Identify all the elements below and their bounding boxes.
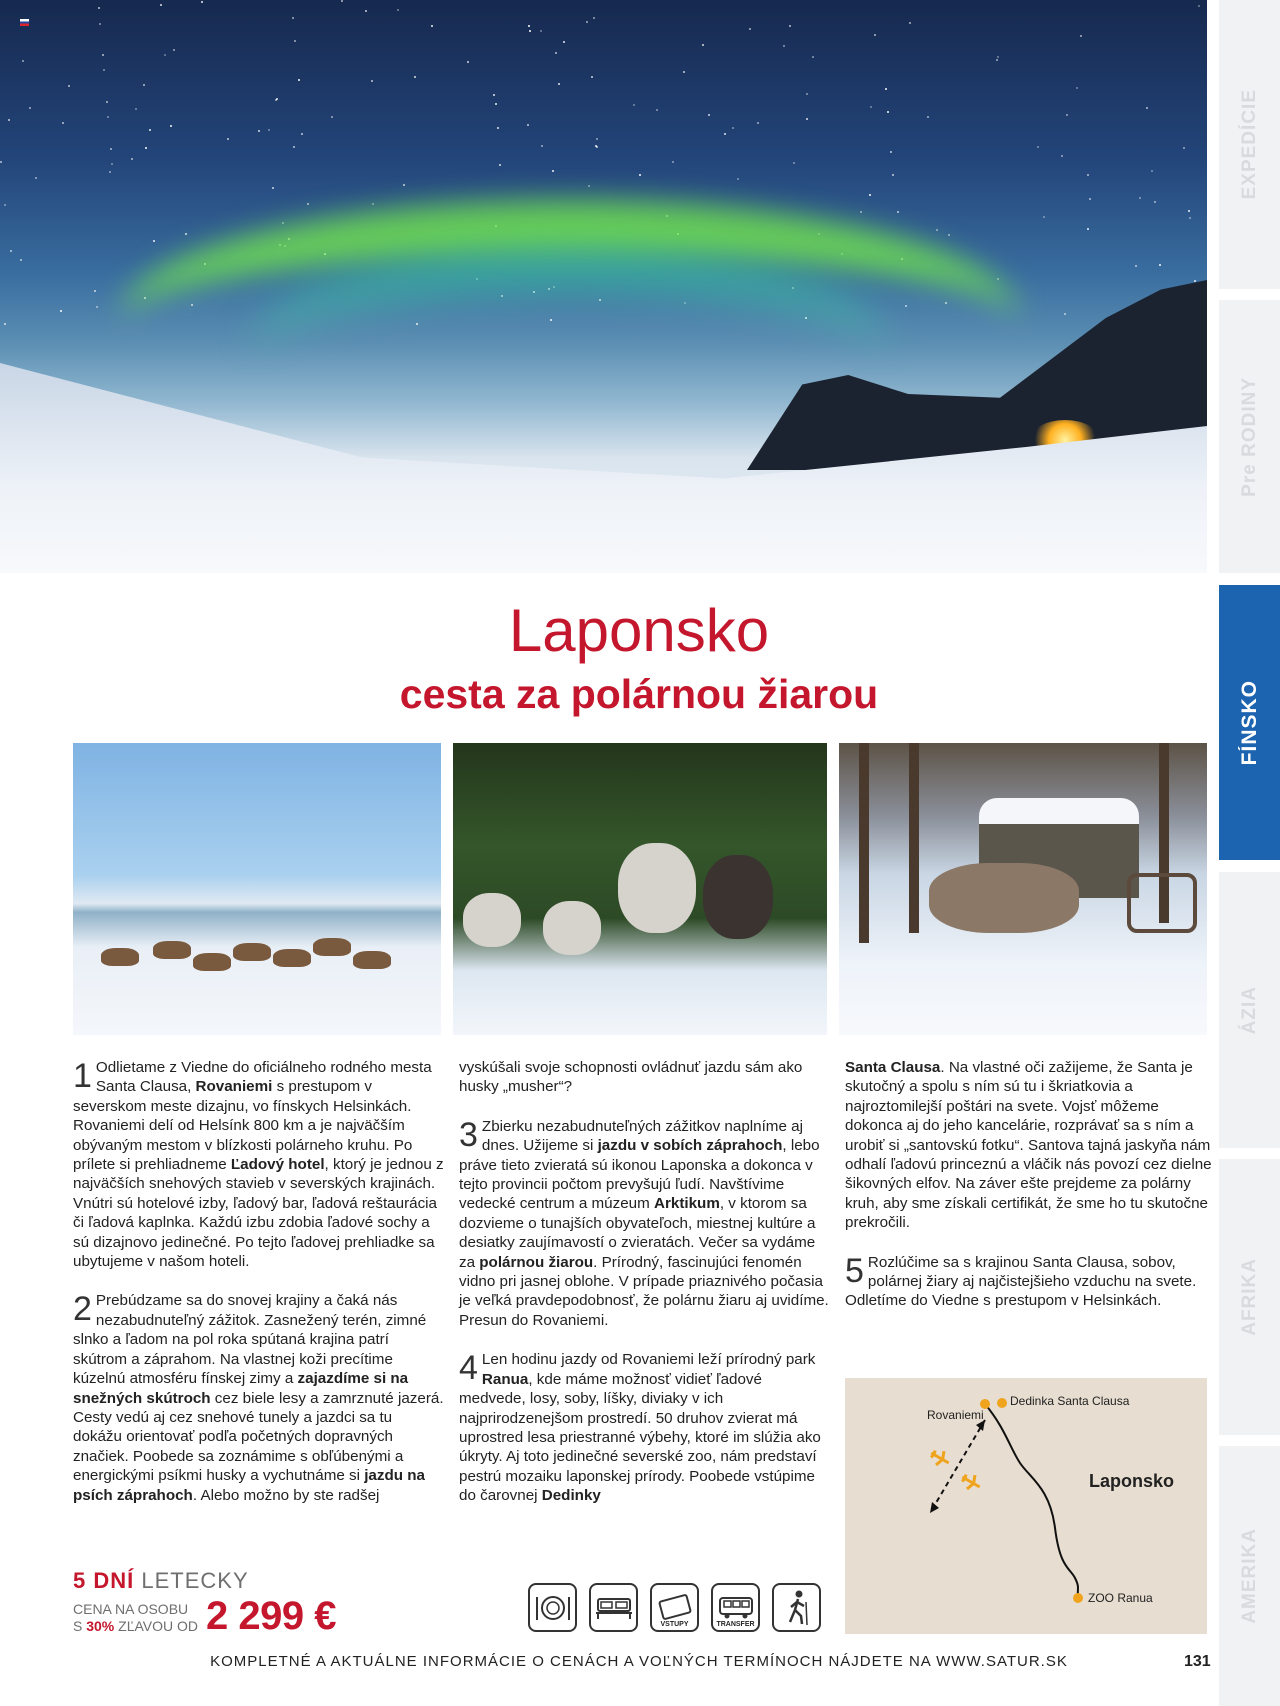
footer-info: KOMPLETNÉ A AKTUÁLNE INFORMÁCIE O CENÁCH A VOĽNÝCH TERMÍNOCH NÁJDETE NA WWW.SATUR.SK: [210, 1653, 1068, 1670]
star: [22, 60, 24, 62]
star: [8, 119, 10, 121]
star: [892, 174, 894, 176]
star: [563, 41, 565, 43]
highlight-text: Dedinky: [541, 1487, 601, 1505]
star: [276, 98, 278, 100]
star: [656, 109, 658, 111]
airplane-icon: [958, 1470, 983, 1494]
day-number: 2: [73, 1290, 92, 1329]
tree-trunk: [909, 743, 919, 933]
body-text: , kde máme možnosť vidieť ľadové medvede, losy, soby, líšky, diviaky v ich najprirodzenejšom prostredí. 50 druhov zvierat má uprostred lesa priestranné výbehy, ktoré im slúžia ako úkryty. Aj toto jedinečné severské zoo, nám predstaví pestrú mozaiku laponskej prírody. Poobede vstúpime do čarovnej: [459, 1370, 821, 1505]
day-paragraph: [459, 1117, 831, 1330]
tree-trunk: [859, 743, 869, 943]
reindeer-figure: [353, 951, 391, 969]
side-tab-label: AMERIKA: [1238, 1528, 1260, 1624]
star: [757, 122, 759, 124]
star: [552, 170, 554, 172]
bus-icon: [711, 1583, 760, 1632]
star: [298, 79, 300, 81]
star: [1064, 313, 1066, 315]
star: [806, 118, 808, 120]
reindeer-figure: [273, 949, 311, 967]
star: [708, 114, 710, 116]
star: [164, 54, 166, 56]
reindeer-figure: [193, 953, 231, 971]
body-text: cez biele lesy a zamrznuté jazerá. Cesty vedú aj cez snehové tunely a jazdci sa tu dokážu orientovať podľa početných dopravných značiek. Poobede sa zoznámime s obľúbenými a energickými psíkmi husky a vychutnáme si: [73, 1389, 444, 1485]
star: [909, 22, 911, 24]
star: [292, 17, 294, 19]
star: [737, 178, 739, 180]
page-number: 131: [1184, 1653, 1211, 1670]
star: [1189, 217, 1191, 219]
star: [365, 10, 367, 12]
day-paragraph: [459, 1058, 831, 1097]
star: [806, 93, 808, 95]
day-number: 5: [845, 1251, 864, 1290]
star: [812, 56, 814, 58]
star: [60, 310, 62, 312]
star: [997, 278, 999, 280]
star: [0, 161, 2, 163]
star: [99, 23, 101, 25]
route-map: [845, 1378, 1207, 1634]
husky-figure: [463, 893, 521, 947]
star: [874, 34, 876, 36]
side-tab-afrika[interactable]: [1219, 1159, 1280, 1435]
star: [331, 116, 333, 118]
star: [1194, 280, 1196, 282]
star: [96, 306, 98, 308]
body-text: , ktorý je jednou z najväčších snehových stavieb v severských krajinách. Vnútri sú hotelové izby, ľadový bar, ľadová reštaurácia či ľadová kaplnka. Každú izbu zdobia ľadové sochy a sú dizajnovo jedinečné. Po tejto ľadovej prehliadke sa ubytujeme v našom hoteli.: [73, 1156, 444, 1271]
star: [109, 171, 111, 173]
husky-figure: [703, 855, 773, 939]
star: [793, 162, 795, 164]
airplane-icon: [927, 1446, 952, 1470]
star: [897, 211, 899, 213]
day-number: 3: [459, 1115, 478, 1154]
star: [10, 250, 12, 252]
hiking-icon: [772, 1583, 821, 1632]
discount-prefix: S: [73, 1618, 87, 1634]
star: [528, 25, 530, 27]
star: [149, 129, 151, 131]
duration-mode: LETECKY: [134, 1568, 249, 1593]
husky-figure: [618, 843, 696, 933]
star: [860, 211, 862, 213]
star: [870, 106, 872, 108]
star: [68, 85, 70, 87]
star: [403, 184, 405, 186]
text-column-1: [73, 1058, 445, 1525]
side-tab-label: FÍNSKO: [1237, 679, 1261, 766]
star: [414, 76, 416, 78]
star: [135, 108, 137, 110]
side-tab-label: AFRIKA: [1238, 1258, 1260, 1336]
price-discount-line: [73, 1618, 198, 1635]
star: [185, 233, 187, 235]
flight-path: [930, 1420, 985, 1513]
entry-ticket-icon: [650, 1583, 699, 1632]
highlight-text: Arktikum: [654, 1195, 720, 1213]
star: [272, 187, 274, 189]
star: [887, 111, 889, 113]
price-caption-line: CENA NA OSOBU: [73, 1601, 189, 1617]
star: [1135, 265, 1137, 267]
discount-suffix: ZĽAVOU OD: [114, 1618, 199, 1634]
reindeer-figure: [929, 863, 1079, 933]
star: [1198, 5, 1200, 7]
body-text: Len hodinu jazdy od Rovaniemi leží prírodný park: [481, 1351, 816, 1369]
star: [143, 84, 145, 86]
day-paragraph: [73, 1291, 445, 1504]
star: [1037, 146, 1039, 148]
service-caption: TRANSFER: [716, 1621, 755, 1628]
star: [371, 80, 373, 82]
page-title: Laponsko: [508, 597, 770, 664]
day-number: 4: [459, 1349, 478, 1388]
star: [1080, 35, 1082, 37]
body-text: . Alebo možno by ste radšej: [192, 1486, 380, 1504]
map-region-label: Laponsko: [1089, 1471, 1175, 1491]
highlight-text: jazdu v sobích záprahoch: [597, 1137, 783, 1155]
side-tab-label: ÁZIA: [1238, 985, 1260, 1035]
reindeer-figure: [313, 938, 351, 956]
highlight-text: Ľadový hotel: [230, 1156, 325, 1174]
star: [301, 133, 303, 135]
reindeer-sleigh-photo: [839, 743, 1207, 1035]
map-label-rovaniemi: Rovaniemi: [927, 1408, 984, 1422]
highlight-text: jazdu na psích záprahoch: [73, 1467, 425, 1504]
star: [201, 1, 203, 3]
star: [936, 229, 938, 231]
side-tab-azia[interactable]: [1219, 872, 1280, 1148]
star: [588, 185, 590, 187]
star: [431, 25, 433, 27]
side-tab-label: EXPEDÍCIE: [1238, 89, 1260, 200]
trip-duration: [73, 1568, 249, 1594]
star: [1151, 170, 1153, 172]
star: [145, 147, 147, 149]
star: [29, 107, 31, 109]
highlight-text: polárnou žiarou: [479, 1253, 594, 1271]
star: [558, 83, 560, 85]
star: [497, 127, 499, 129]
duration-days: 5 DNÍ: [73, 1568, 135, 1593]
star: [996, 59, 998, 61]
sleigh: [1127, 873, 1197, 933]
day-number: 1: [73, 1057, 92, 1095]
side-tab-label: Pre RODINY: [1238, 376, 1260, 497]
star: [268, 129, 270, 131]
reindeer-figure: [101, 948, 139, 966]
star: [1154, 201, 1156, 203]
day-paragraph: [845, 1058, 1215, 1233]
star: [732, 127, 734, 129]
body-text: , v ktorom sa dozvieme o tunajších obyvateľoch, miestnej kultúre a desiatky zaujímavostí o zvieratách. Večer sa vydáme za: [459, 1195, 816, 1271]
star: [173, 49, 175, 51]
star: [35, 177, 37, 179]
star: [702, 44, 704, 46]
star: [110, 148, 112, 150]
body-text: s prestupom v severskom meste dizajnu, vo fínskych Helsinkách. Rovaniemi delí od Helsínk 800 km a je najväčším obývaným mestom v blízkosti polárneho kruhu. Po prílete si prehliadneme: [73, 1078, 413, 1174]
map-label-zoo-ranua: ZOO Ranua: [1088, 1591, 1153, 1605]
hero-aurora-photo: [0, 0, 1207, 573]
flight-arrow: [930, 1502, 939, 1513]
star: [102, 54, 104, 56]
star: [94, 290, 96, 292]
bed-icon: [589, 1583, 638, 1632]
star: [170, 125, 172, 127]
star: [885, 88, 887, 90]
star: [529, 30, 531, 32]
star: [1146, 107, 1148, 109]
star: [1076, 87, 1078, 89]
star: [307, 203, 309, 205]
star: [1159, 264, 1161, 266]
star: [724, 133, 726, 135]
star: [131, 158, 133, 160]
day-paragraph: [845, 1253, 1215, 1311]
star: [275, 99, 277, 101]
text-column-3: [845, 1058, 1215, 1331]
reindeer-figure: [233, 943, 271, 961]
discount-value: 30%: [86, 1618, 115, 1634]
body-text: vyskúšali svoje schopnosti ovládnuť jazdu sám ako husky „musher“?: [459, 1059, 803, 1096]
day-paragraph: [73, 1058, 445, 1271]
route-line: [985, 1404, 1078, 1598]
star: [1089, 198, 1091, 200]
star: [397, 9, 399, 11]
star: [467, 61, 469, 63]
side-tab-pre-rodiny[interactable]: [1219, 300, 1280, 573]
star: [103, 69, 105, 71]
star: [639, 174, 641, 176]
star: [493, 94, 495, 96]
highlight-text: Santa Clausa: [845, 1059, 941, 1076]
highlight-text: Ranua: [481, 1370, 529, 1388]
price-caption: [73, 1601, 198, 1635]
star: [1087, 228, 1089, 230]
star: [372, 203, 374, 205]
service-caption: VSTUPY: [660, 1621, 689, 1628]
slovak-flag-icon: [20, 19, 29, 26]
star: [927, 116, 929, 118]
star: [106, 101, 108, 103]
star: [596, 138, 598, 140]
star: [1061, 155, 1063, 157]
star: [555, 52, 557, 54]
star: [1188, 210, 1190, 212]
star: [593, 17, 595, 19]
body-text: , lebo práve tieto zvieratá sú ikonou Laponska a dokonca v tejto provincii počtom prevyšujú ľudí. Navštívime vedecké centrum a múzeum: [459, 1137, 820, 1213]
meals-icon: [528, 1583, 577, 1632]
star: [586, 21, 588, 23]
husky-sled-photo: [453, 743, 827, 1035]
star: [499, 164, 501, 166]
text-column-2: [459, 1058, 831, 1526]
reindeer-herd-photo: [73, 743, 441, 1035]
star: [111, 163, 113, 165]
star: [282, 222, 284, 224]
star: [341, 0, 343, 2]
star: [783, 45, 785, 47]
star: [789, 25, 791, 27]
star: [1043, 216, 1045, 218]
body-text: . Na vlastné oči zažijeme, že Santa je skutočný a spolu s ním sú tu i škriatkovia a najroztomilejší poštári na svete. Vojsť môžeme dokonca aj do jeho kancelárie, rozprávať sa s ním a urobiť si „santovskú fotku“. Santova tajná jaskyňa nám odhalí ľadovú princeznú a vláčik nás povozí cez dielne šikovných elfov. Na záver ešte prejdeme za polárny kruh, aby sme získali certifikát, že sme ho tu skutočne prekročili.: [845, 1059, 1212, 1232]
star: [153, 240, 155, 242]
star: [591, 76, 593, 78]
body-text: Odlietame z Viedne do oficiálneho rodného mesta Santa Clausa,: [95, 1059, 432, 1096]
star: [527, 124, 529, 126]
star: [107, 116, 109, 118]
side-tab-expedicie[interactable]: [1219, 0, 1280, 289]
star: [1066, 114, 1068, 116]
body-text: Zbierku nezabudnuteľných zážitkov naplníme aj dnes. Užijeme si: [481, 1117, 803, 1155]
star: [749, 28, 751, 30]
map-marker: [1073, 1593, 1083, 1603]
star: [997, 56, 999, 58]
star: [258, 130, 260, 132]
star: [683, 71, 685, 73]
body-text: Prebúdzame sa do snovej krajiny a čaká nás nezabudnuteľný zážitok. Zasnežený terén, zimné slnko a ľadom na pol roka spútaná krajina patrí skútrom a záprahom. Na vlastnej koži precítime kúzelnú atmosféru fínskej zimy a: [73, 1292, 427, 1388]
star: [672, 161, 674, 163]
star: [633, 104, 635, 106]
star: [4, 323, 6, 325]
star: [541, 145, 543, 147]
star: [596, 146, 598, 148]
price-value: 2 299 €: [206, 1594, 336, 1638]
star: [869, 194, 871, 196]
star: [293, 146, 295, 148]
star: [495, 103, 497, 105]
star: [20, 259, 22, 261]
star: [890, 151, 892, 153]
star: [294, 40, 296, 42]
star: [227, 138, 229, 140]
star: [540, 30, 542, 32]
map-label-santa-village: Dedinka Santa Clausa: [1010, 1394, 1130, 1408]
star: [62, 122, 64, 124]
husky-figure: [543, 901, 601, 955]
page-subtitle: cesta za polárnou žiarou: [399, 671, 879, 717]
star: [1139, 197, 1141, 199]
highlight-text: zajazdíme si na snežných skútroch: [73, 1370, 409, 1407]
highlight-text: Rovaniemi: [195, 1078, 273, 1096]
day-paragraph: [459, 1350, 831, 1505]
star: [160, 4, 162, 6]
star: [1183, 147, 1185, 149]
body-text: . Prírodný, fascinujúci fenomén vidno pri jasnej oblohe. V prípade priaznivého počasia je veľká pravdepodobnosť, že polárnu žiaru aj uvidíme. Presun do Rovaniemi.: [459, 1253, 829, 1329]
star: [948, 234, 950, 236]
star: [98, 7, 100, 9]
body-text: Rozlúčime sa s krajinou Santa Clausa, sobov, polárnej žiary aj najčistejšieho vzduchu na svete. Odletíme do Viedne s prestupom v Helsinkách.: [845, 1253, 1197, 1310]
reindeer-figure: [153, 941, 191, 959]
star: [1087, 174, 1089, 176]
map-marker: [997, 1398, 1007, 1408]
star: [4, 204, 6, 206]
